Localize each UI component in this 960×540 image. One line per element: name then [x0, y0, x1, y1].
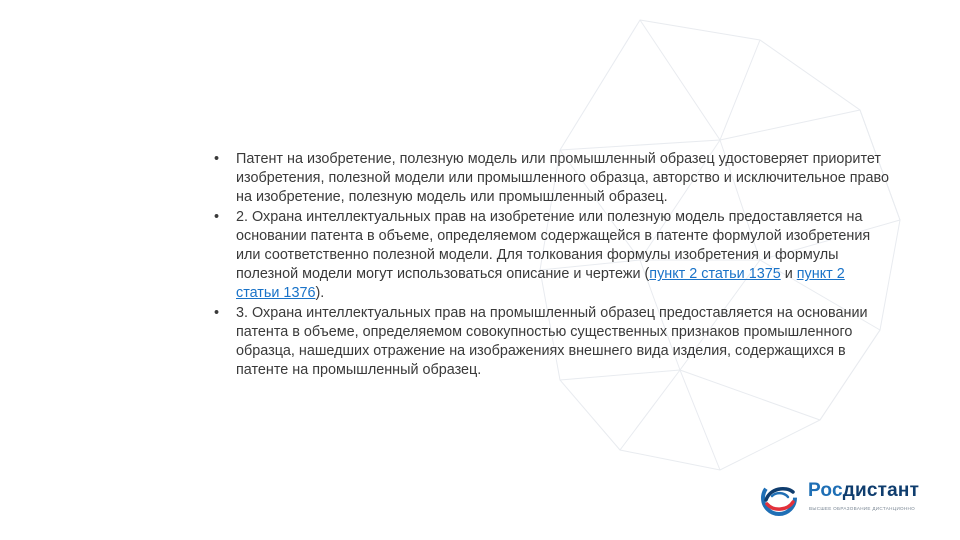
bullet-symbol: • — [214, 151, 220, 167]
bullet-text-end: ). — [315, 285, 325, 302]
bullet-text: Патент на изобретение, полезную модель или промышленный образец удостоверяет приоритет изобретения, полезной модели или промышленного образца, авторство и исключительное право на изобретение, полезную модель или промышленный образец. — [236, 151, 890, 206]
logo-word-part1: Рос — [808, 480, 843, 501]
globe-logo-icon — [758, 478, 800, 518]
logo-subtitle: ВЫСШЕЕ ОБРАЗОВАНИЕ ДИСТАНЦИОННО — [809, 506, 916, 511]
bullet-text: 2. Охрана интеллектуальных прав на изобретение или полезную модель предоставляется на основании патента в объеме, определяемом содержащейся в патенте формулой изобретения или соответственно полезной модели. Для толкования формулы изобретения и формулы полезной модели могут использоваться описание и чертежи ( — [236, 208, 871, 283]
bullet-item-1 — [212, 150, 892, 208]
article-1375-link[interactable]: пункт 2 статьи 1375 — [649, 266, 781, 283]
bullet-item-3 — [212, 304, 892, 381]
article-1376-link[interactable]: пункт 2 статьи 1376 — [236, 266, 845, 302]
bullet-text-connector: и — [780, 266, 797, 283]
bullet-list — [212, 150, 892, 380]
logo-wordmark — [808, 480, 919, 502]
bullet-item-2 — [212, 208, 892, 304]
bullet-text: 3. Охрана интеллектуальных прав на промышленный образец предоставляется на основании патента в объеме, определяемом совокупностью существенных признаков промышленного образца, нашедших отражение на изображениях внешнего вида изделия, содержащихся в патенте на промышленный образец. — [236, 304, 868, 379]
rosdistant-logo — [758, 478, 938, 518]
logo-word-part2: дистант — [842, 480, 920, 501]
slide-body — [212, 150, 892, 380]
bullet-symbol: • — [214, 304, 220, 321]
bullet-symbol: • — [214, 208, 220, 225]
